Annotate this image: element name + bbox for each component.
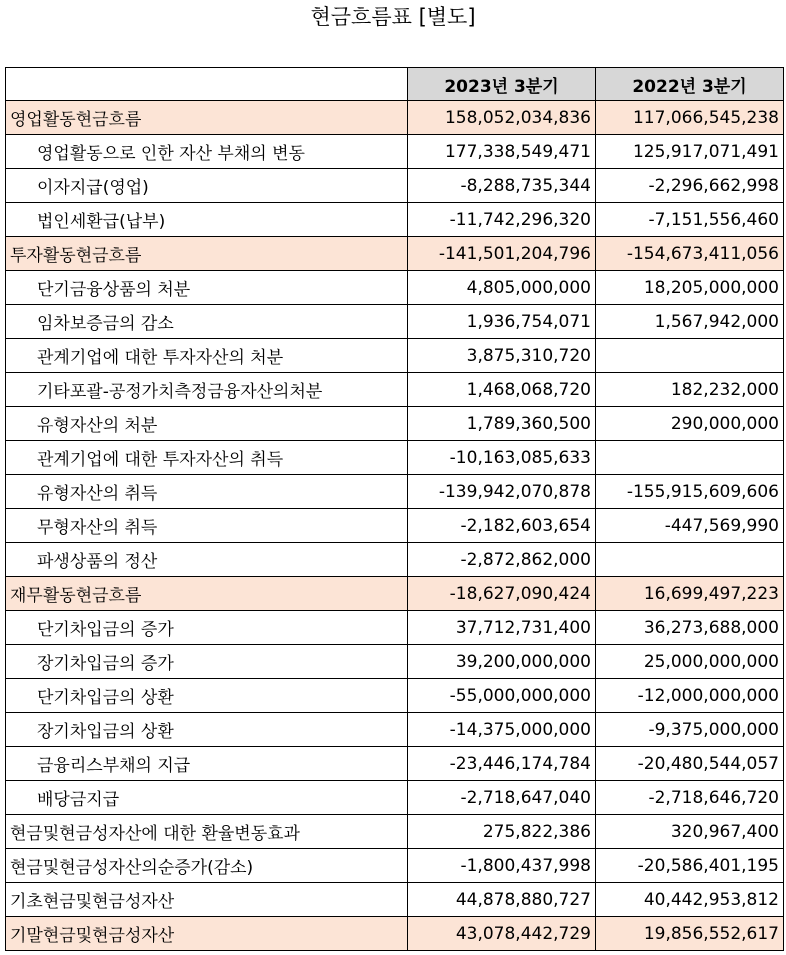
- table-row: [6, 135, 784, 169]
- value-2023q3: -55,000,000,000: [408, 679, 596, 713]
- value-2022q3: -155,915,609,606: [596, 475, 784, 509]
- row-label: 기초현금및현금성자산: [6, 883, 408, 917]
- row-label: 파생상품의 정산: [6, 543, 408, 577]
- value-2023q3: 275,822,386: [408, 815, 596, 849]
- value-2022q3: -12,000,000,000: [596, 679, 784, 713]
- row-label: 장기차입금의 상환: [6, 713, 408, 747]
- value-2023q3: -8,288,735,344: [408, 169, 596, 203]
- value-2022q3: 19,856,552,617: [596, 917, 784, 951]
- value-2023q3: 158,052,034,836: [408, 101, 596, 135]
- value-2022q3: 36,273,688,000: [596, 611, 784, 645]
- value-2023q3: 37,712,731,400: [408, 611, 596, 645]
- row-label: 기타포괄-공정가치측정금융자산의처분: [6, 373, 408, 407]
- value-2022q3: 320,967,400: [596, 815, 784, 849]
- cash-flow-table: [5, 67, 784, 951]
- section-row: [6, 917, 784, 951]
- value-2023q3: -2,182,603,654: [408, 509, 596, 543]
- value-2022q3: 182,232,000: [596, 373, 784, 407]
- table-row: [6, 815, 784, 849]
- value-2023q3: -139,942,070,878: [408, 475, 596, 509]
- value-2022q3: -7,151,556,460: [596, 203, 784, 237]
- value-2022q3: 290,000,000: [596, 407, 784, 441]
- table-row: [6, 305, 784, 339]
- row-label: 단기차입금의 증가: [6, 611, 408, 645]
- table-row: [6, 543, 784, 577]
- row-label: 영업활동으로 인한 자산 부채의 변동: [6, 135, 408, 169]
- row-label: 금융리스부채의 지급: [6, 747, 408, 781]
- header-row: [6, 68, 784, 101]
- value-2023q3: -2,872,862,000: [408, 543, 596, 577]
- value-2023q3: 43,078,442,729: [408, 917, 596, 951]
- section-row: [6, 101, 784, 135]
- value-2023q3: 1,936,754,071: [408, 305, 596, 339]
- value-2023q3: -1,800,437,998: [408, 849, 596, 883]
- table-row: [6, 849, 784, 883]
- value-2023q3: -10,163,085,633: [408, 441, 596, 475]
- value-2023q3: -23,446,174,784: [408, 747, 596, 781]
- value-2023q3: 3,875,310,720: [408, 339, 596, 373]
- value-2023q3: -14,375,000,000: [408, 713, 596, 747]
- value-2022q3: -447,569,990: [596, 509, 784, 543]
- value-2023q3: -18,627,090,424: [408, 577, 596, 611]
- row-label: 기말현금및현금성자산: [6, 917, 408, 951]
- table-row: [6, 645, 784, 679]
- value-2023q3: 44,878,880,727: [408, 883, 596, 917]
- row-label: 단기금융상품의 처분: [6, 271, 408, 305]
- row-label: 영업활동현금흐름: [6, 101, 408, 135]
- table-row: [6, 203, 784, 237]
- table-row: [6, 441, 784, 475]
- value-2022q3: 25,000,000,000: [596, 645, 784, 679]
- value-2022q3: 117,066,545,238: [596, 101, 784, 135]
- table-row: [6, 611, 784, 645]
- table-row: [6, 713, 784, 747]
- table-row: [6, 339, 784, 373]
- table-row: [6, 781, 784, 815]
- value-2022q3: -2,296,662,998: [596, 169, 784, 203]
- row-label: 투자활동현금흐름: [6, 237, 408, 271]
- table-row: [6, 407, 784, 441]
- value-2023q3: 1,468,068,720: [408, 373, 596, 407]
- row-label: 이자지급(영업): [6, 169, 408, 203]
- table-row: [6, 373, 784, 407]
- value-2023q3: 39,200,000,000: [408, 645, 596, 679]
- value-2022q3: -9,375,000,000: [596, 713, 784, 747]
- header-label-cell: [6, 68, 408, 101]
- value-2022q3: [596, 543, 784, 577]
- section-row: [6, 237, 784, 271]
- row-label: 관계기업에 대한 투자자산의 취득: [6, 441, 408, 475]
- value-2022q3: -2,718,646,720: [596, 781, 784, 815]
- table-row: [6, 475, 784, 509]
- value-2022q3: 1,567,942,000: [596, 305, 784, 339]
- value-2022q3: [596, 339, 784, 373]
- row-label: 현금및현금성자산의순증가(감소): [6, 849, 408, 883]
- row-label: 관계기업에 대한 투자자산의 처분: [6, 339, 408, 373]
- value-2022q3: 125,917,071,491: [596, 135, 784, 169]
- row-label: 법인세환급(납부): [6, 203, 408, 237]
- table-row: [6, 883, 784, 917]
- row-label: 장기차입금의 증가: [6, 645, 408, 679]
- value-2023q3: -11,742,296,320: [408, 203, 596, 237]
- value-2023q3: 1,789,360,500: [408, 407, 596, 441]
- table-row: [6, 747, 784, 781]
- row-label: 단기차입금의 상환: [6, 679, 408, 713]
- row-label: 배당금지급: [6, 781, 408, 815]
- section-row: [6, 577, 784, 611]
- row-label: 재무활동현금흐름: [6, 577, 408, 611]
- table-row: [6, 509, 784, 543]
- column-header-2022q3: 2022년 3분기: [596, 68, 784, 101]
- row-label: 현금및현금성자산에 대한 환율변동효과: [6, 815, 408, 849]
- table-row: [6, 169, 784, 203]
- table-row: [6, 271, 784, 305]
- value-2022q3: [596, 441, 784, 475]
- row-label: 유형자산의 취득: [6, 475, 408, 509]
- value-2022q3: -20,480,544,057: [596, 747, 784, 781]
- value-2022q3: -154,673,411,056: [596, 237, 784, 271]
- value-2023q3: 4,805,000,000: [408, 271, 596, 305]
- column-header-2023q3: 2023년 3분기: [408, 68, 596, 101]
- row-label: 임차보증금의 감소: [6, 305, 408, 339]
- value-2022q3: 18,205,000,000: [596, 271, 784, 305]
- page-title: 현금흐름표 [별도]: [310, 5, 476, 29]
- value-2022q3: 16,699,497,223: [596, 577, 784, 611]
- value-2023q3: -141,501,204,796: [408, 237, 596, 271]
- value-2022q3: 40,442,953,812: [596, 883, 784, 917]
- value-2022q3: -20,586,401,195: [596, 849, 784, 883]
- row-label: 무형자산의 취득: [6, 509, 408, 543]
- table-row: [6, 679, 784, 713]
- row-label: 유형자산의 처분: [6, 407, 408, 441]
- value-2023q3: 177,338,549,471: [408, 135, 596, 169]
- value-2023q3: -2,718,647,040: [408, 781, 596, 815]
